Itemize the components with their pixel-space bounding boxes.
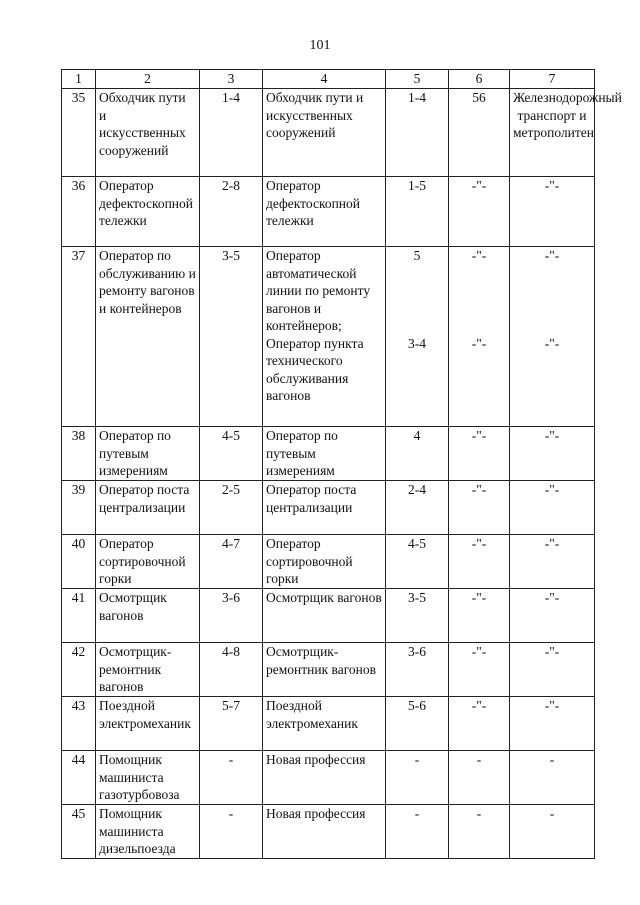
new-profession-name: Новая профессия: [263, 751, 386, 805]
new-profession-name: Новая профессия: [263, 805, 386, 859]
new-profession-name: Поездной электромеханик: [263, 697, 386, 751]
old-grade-range: 4-8: [200, 643, 263, 697]
column-6-value: -"-: [449, 643, 510, 697]
old-grade-range: 4-5: [200, 427, 263, 481]
new-grade-range: 3-4: [408, 335, 426, 351]
row-number: 42: [62, 643, 96, 697]
table-row: [62, 805, 595, 859]
page-number: 101: [309, 38, 331, 53]
column-6-value: 56: [449, 89, 510, 177]
old-grade-range: -: [200, 751, 263, 805]
column-header: 2: [96, 70, 200, 89]
new-profession-name: Осмотрщик-ремонтник вагонов: [263, 643, 386, 697]
new-profession-name: Обходчик пути и искусственных сооружений: [263, 89, 386, 177]
column-header: 1: [62, 70, 96, 89]
column-header: 5: [386, 70, 449, 89]
table-row: [62, 177, 595, 247]
old-grade-range: 5-7: [200, 697, 263, 751]
old-profession-name: Оператор по обслуживанию и ремонту вагонов и контейнеров: [96, 247, 200, 427]
row-number: 45: [62, 805, 96, 859]
column-header: 7: [510, 70, 595, 89]
table-row: [62, 535, 595, 589]
profession-table: [61, 69, 622, 859]
column-header: 4: [263, 70, 386, 89]
row-number: 44: [62, 751, 96, 805]
industry-name: -"-: [510, 427, 595, 481]
new-grade-range: -: [386, 805, 449, 859]
column-header: 6: [449, 70, 510, 89]
table-row: [62, 697, 595, 751]
column-header: 3: [200, 70, 263, 89]
new-profession-name: Оператор дефектоскопной тележки: [263, 177, 386, 247]
new-grade-range: 3-6: [386, 643, 449, 697]
column-6-values: [449, 247, 510, 427]
industry-name: Железнодорожный транспорт и метрополитен: [510, 89, 595, 177]
new-profession-name: Оператор сортировочной горки: [263, 535, 386, 589]
industry-name: -"-: [544, 335, 560, 351]
table-row: [62, 89, 595, 177]
column-6-value: -"-: [449, 589, 510, 643]
table-row: [62, 427, 595, 481]
new-profession-name: Оператор пункта технического обслуживания вагонов: [266, 335, 364, 403]
table-row: [62, 751, 595, 805]
header-row: [62, 70, 595, 89]
industry-name: -"-: [510, 697, 595, 751]
new-grade-range: 4-5: [386, 535, 449, 589]
old-grade-range: 3-5: [200, 247, 263, 427]
industry-name: -"-: [510, 643, 595, 697]
industry-name: -: [510, 751, 595, 805]
column-6-value: -: [449, 805, 510, 859]
industry-name: -"-: [510, 589, 595, 643]
row-number: 36: [62, 177, 96, 247]
industry-name: -"-: [510, 177, 595, 247]
new-profession-name: Оператор поста централизации: [263, 481, 386, 535]
table-row: [62, 247, 595, 427]
new-grade-ranges: [386, 247, 449, 427]
old-profession-name: Оператор поста централизации: [96, 481, 200, 535]
industry-names: [510, 247, 595, 427]
old-profession-name: Поездной электромеханик: [96, 697, 200, 751]
old-profession-name: Обходчик пути и искусственных сооружений: [96, 89, 200, 177]
old-profession-name: Оператор дефектоскопной тележки: [96, 177, 200, 247]
column-6-value: -"-: [449, 177, 510, 247]
row-number: 35: [62, 89, 96, 177]
new-grade-range: 2-4: [386, 481, 449, 535]
old-grade-range: 2-5: [200, 481, 263, 535]
new-grade-range: 5: [413, 248, 421, 263]
row-number: 40: [62, 535, 96, 589]
new-profession-name: Оператор по путевым измерениям: [263, 427, 386, 481]
old-grade-range: 4-7: [200, 535, 263, 589]
new-grade-range: 1-4: [386, 89, 449, 177]
old-grade-range: 2-8: [200, 177, 263, 247]
old-profession-name: Осмотрщик вагонов: [96, 589, 200, 643]
row-number: 43: [62, 697, 96, 751]
industry-name: -"-: [510, 535, 595, 589]
old-grade-range: -: [200, 805, 263, 859]
new-grade-range: 1-5: [386, 177, 449, 247]
row-number: 38: [62, 427, 96, 481]
new-profession-name: Осмотрщик вагонов: [263, 589, 386, 643]
old-profession-name: Помощник машиниста газотурбовоза: [96, 751, 200, 805]
old-profession-name: Оператор по путевым измерениям: [96, 427, 200, 481]
old-profession-name: Оператор сортировочной горки: [96, 535, 200, 589]
table-row: [62, 481, 595, 535]
column-6-value: -"-: [449, 535, 510, 589]
new-profession-names: [263, 247, 386, 427]
new-grade-range: 3-5: [386, 589, 449, 643]
table-row: [62, 643, 595, 697]
row-number: 39: [62, 481, 96, 535]
column-6-value: -"-: [471, 335, 487, 351]
new-grade-range: 5-6: [386, 697, 449, 751]
old-grade-range: 1-4: [200, 89, 263, 177]
column-6-value: -"-: [471, 248, 487, 263]
row-number: 37: [62, 247, 96, 427]
new-profession-name: Оператор автоматической линии по ремонту вагонов и контейнеров;: [266, 248, 371, 333]
old-profession-name: Осмотрщик-ремонтник вагонов: [96, 643, 200, 697]
column-6-value: -"-: [449, 481, 510, 535]
old-grade-range: 3-6: [200, 589, 263, 643]
new-grade-range: 4: [386, 427, 449, 481]
industry-name: -"-: [544, 248, 560, 263]
column-6-value: -"-: [449, 427, 510, 481]
table-row: [62, 589, 595, 643]
row-number: 41: [62, 589, 96, 643]
column-6-value: -: [449, 751, 510, 805]
industry-name: -: [510, 805, 595, 859]
new-grade-range: -: [386, 751, 449, 805]
old-profession-name: Помощник машиниста дизельпоезда: [96, 805, 200, 859]
industry-name: -"-: [510, 481, 595, 535]
column-6-value: -"-: [449, 697, 510, 751]
